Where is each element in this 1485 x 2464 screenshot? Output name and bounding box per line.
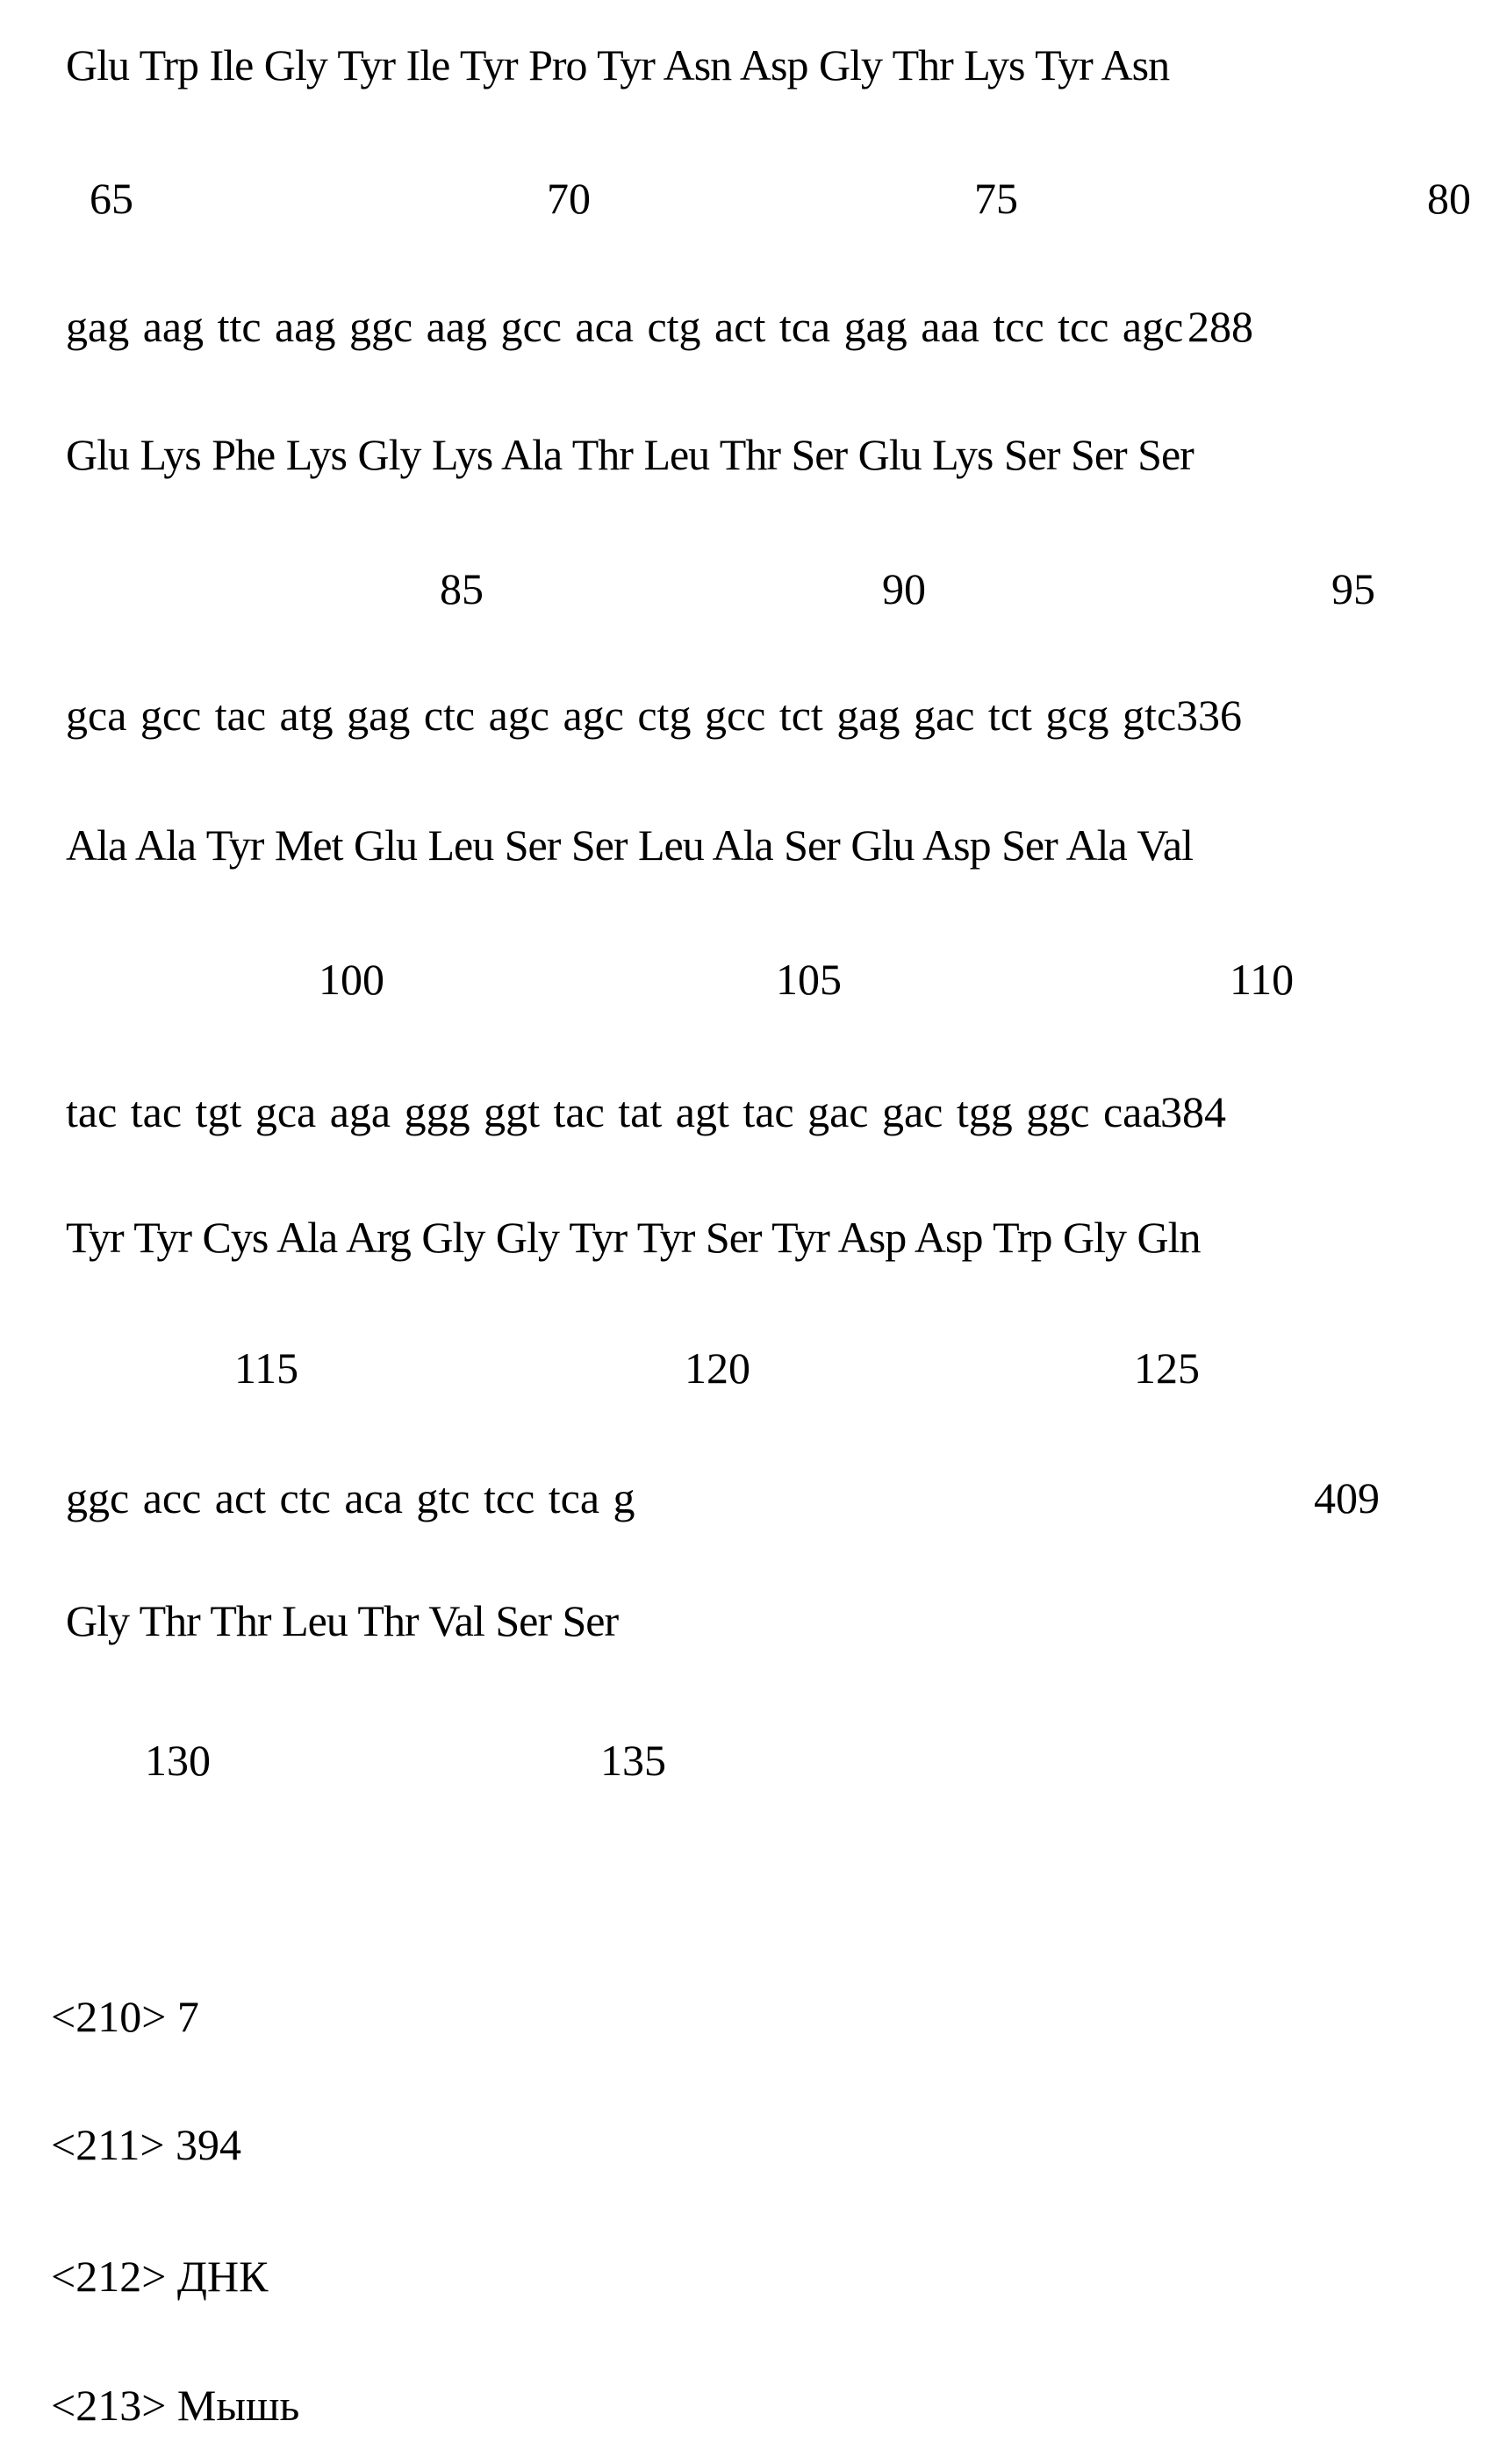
residue-position-number-115: 115 bbox=[234, 1343, 299, 1393]
residue-position-number-120: 120 bbox=[685, 1343, 750, 1393]
nucleotide-count-384: 384 bbox=[1160, 1087, 1226, 1136]
nucleotide-count-336: 336 bbox=[1176, 691, 1242, 740]
nucleotide-count-409: 409 bbox=[1314, 1473, 1380, 1522]
metadata-tag-211-length: <211> 394 bbox=[51, 2120, 242, 2169]
residue-position-number-110: 110 bbox=[1230, 955, 1295, 1004]
residue-position-number-85: 85 bbox=[440, 564, 484, 613]
residue-position-number-70: 70 bbox=[547, 174, 591, 223]
dna-codon-line-3: tac tac tgt gca aga ggg ggt tac tat agt tac gac gac tgg ggc caa bbox=[66, 1087, 1162, 1136]
amino-acid-sequence-line-4: Tyr Tyr Cys Ala Arg Gly Gly Tyr Tyr Ser Tyr Asp Asp Trp Gly Gln bbox=[66, 1213, 1201, 1262]
residue-position-number-75: 75 bbox=[974, 174, 1018, 223]
amino-acid-sequence-line-1: Glu Trp Ile Gly Tyr Ile Tyr Pro Tyr Asn Asp Gly Thr Lys Tyr Asn bbox=[66, 40, 1170, 90]
dna-codon-line-4: ggc acc act ctc aca gtc tcc tca g bbox=[66, 1473, 635, 1522]
residue-position-number-130: 130 bbox=[145, 1736, 211, 1785]
residue-position-number-135: 135 bbox=[600, 1736, 666, 1785]
dna-codon-line-1: gag aag ttc aag ggc aag gcc aca ctg act tca gag aaa tcc tcc agc bbox=[66, 302, 1184, 351]
metadata-tag-210-seq-id: <210> 7 bbox=[51, 1992, 199, 2041]
residue-position-number-95: 95 bbox=[1331, 564, 1375, 613]
residue-position-number-80: 80 bbox=[1427, 174, 1471, 223]
metadata-tag-212-type: <212> ДНК bbox=[51, 2252, 269, 2301]
residue-position-number-90: 90 bbox=[882, 564, 926, 613]
residue-position-number-105: 105 bbox=[776, 955, 842, 1004]
residue-position-number-65: 65 bbox=[90, 174, 133, 223]
amino-acid-sequence-line-5: Gly Thr Thr Leu Thr Val Ser Ser bbox=[66, 1596, 619, 1645]
residue-position-number-100: 100 bbox=[319, 955, 384, 1004]
nucleotide-count-288: 288 bbox=[1187, 302, 1253, 351]
metadata-tag-213-organism: <213> Мышь bbox=[51, 2381, 300, 2430]
amino-acid-sequence-line-2: Glu Lys Phe Lys Gly Lys Ala Thr Leu Thr Ser Glu Lys Ser Ser Ser bbox=[66, 430, 1194, 479]
dna-codon-line-2: gca gcc tac atg gag ctc agc agc ctg gcc tct gag gac tct gcg gtc bbox=[66, 691, 1177, 740]
amino-acid-sequence-line-3: Ala Ala Tyr Met Glu Leu Ser Ser Leu Ala Ser Glu Asp Ser Ala Val bbox=[66, 820, 1193, 870]
residue-position-number-125: 125 bbox=[1134, 1343, 1200, 1393]
